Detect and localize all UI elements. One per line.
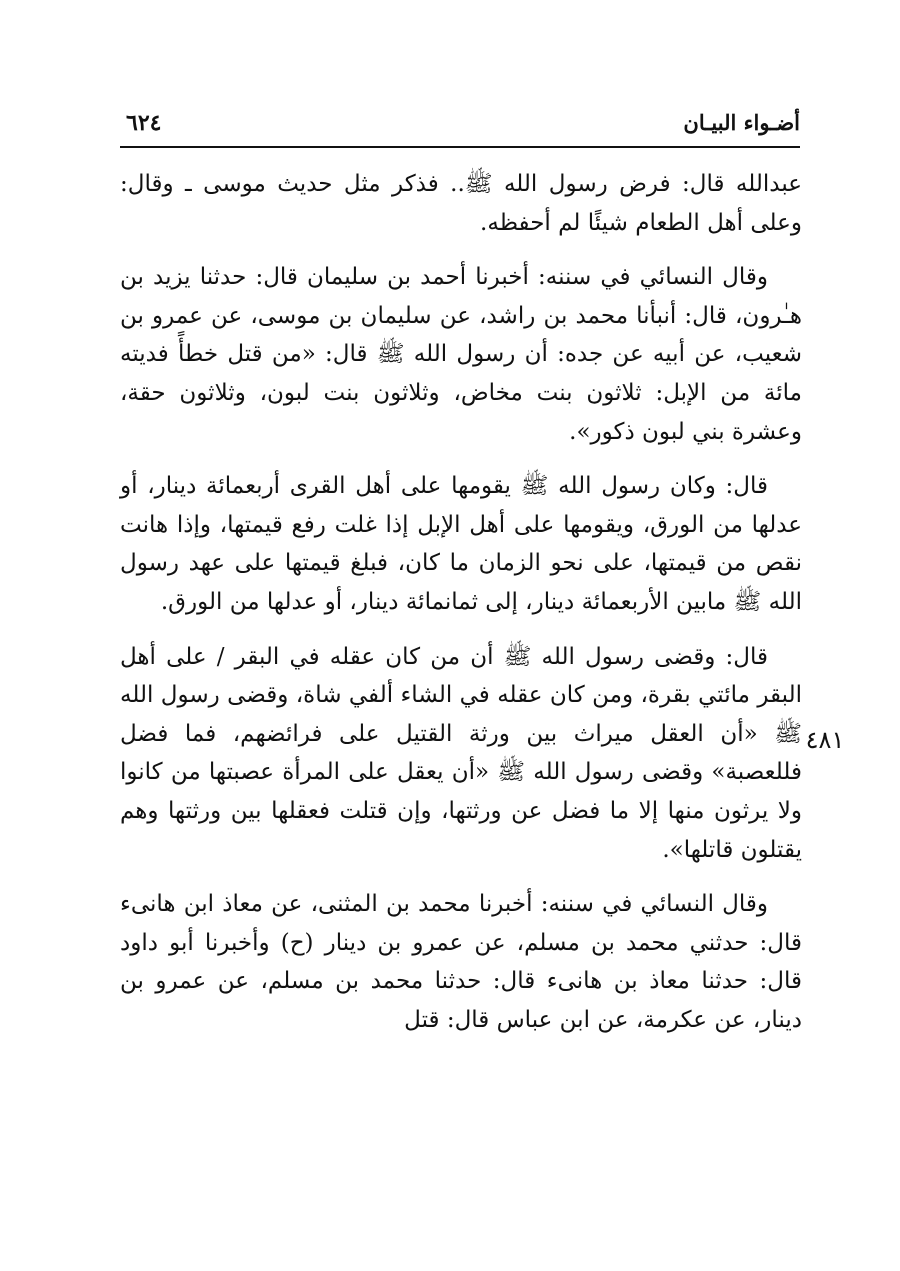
header-divider: [120, 146, 800, 148]
margin-page-reference: ٤٨١: [805, 726, 845, 754]
paragraph-continuation: عبدالله قال: فرض رسول الله ﷺ.. فذكر مثل حديث موسى ـ وقال: وعلى أهل الطعام شيئًا لم أحفظه.: [120, 171, 802, 236]
book-title: أضـواء البيـان: [683, 110, 800, 135]
running-header: [120, 104, 800, 144]
paragraph-valuation: قال: وكان رسول الله ﷺ يقومها على أهل القرى أربعمائة دينار، أو عدلها من الورق، ويقومها على أهل الإبل إذا غلت رفع قيمتها، وإذا هانت نقص من قيمتها، على نحو الزمان ما كان، فبلغ قيمتها على عهد رسول الله ﷺ مابين الأربعمائة دينار، إلى ثمانمائة دينار، أو عدلها من الورق.: [120, 473, 802, 615]
paragraph-nasai-hadith: وقال النسائي في سننه: أخبرنا أحمد بن سليمان قال: حدثنا يزيد بن هـٰرون، قال: أنبأنا محمد بن راشد، عن سليمان بن موسى، عن عمرو بن شعيب، عن أبيه عن جده: أن رسول الله ﷺ قال: «من قتل خطأً فديته مائة من الإبل: ثلاثون بنت مخاض، وثلاثون بنت لبون، وثلاثون حقة، وعشرة بني لبون ذكور».: [120, 264, 802, 445]
main-text: [120, 165, 802, 1055]
paragraph-nasai-second: وقال النسائي في سننه: أخبرنا محمد بن المثنى، عن معاذ ابن هانىء قال: حدثني محمد بن مسلم، عن عمرو بن دينار (ح) وأخبرنا أبو داود قال: حدثنا معاذ بن هانىء قال: حدثنا محمد بن مسلم، عن عمرو بن دينار، عن عكرمة، عن ابن عباس قال: قتل: [120, 891, 802, 1033]
page-number: ٦٢٤: [126, 110, 162, 136]
paragraph-judgement: قال: وقضى رسول الله ﷺ أن من كان عقله في البقر / على أهل البقر مائتي بقرة، ومن كان عقله في الشاء ألفي شاة، وقضى رسول الله ﷺ «أن العقل ميراث بين ورثة القتيل على فرائضهم، فما فضل فللعصبة» وقضى رسول الله ﷺ «أن يعقل على المرأة عصبتها من كانوا ولا يرثون منها إلا ما فضل عن ورثتها، وإن قتلت فعقلها بين ورثتها وهم يقتلون قاتلها».: [120, 643, 802, 863]
